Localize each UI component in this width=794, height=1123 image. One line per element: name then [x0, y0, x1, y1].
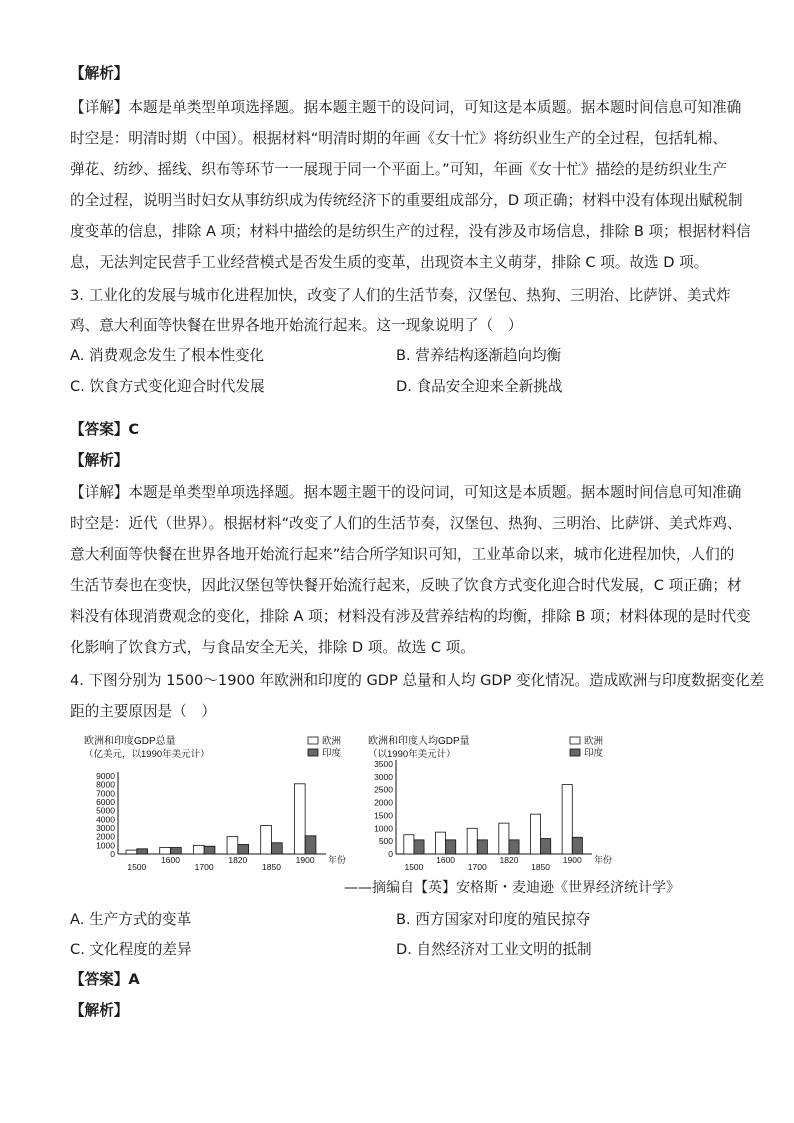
y-tick-label: 3000 [96, 823, 115, 833]
bar-europe [126, 850, 137, 854]
option-d[interactable]: D. 自然经济对工业文明的抵制 [396, 941, 592, 958]
question-stem: 4. 下图分别为 1500～1900 年欧洲和印度的 GDP 总量和人均 GDP 变化情况。造成欧洲与印度数据变化差 [70, 672, 765, 689]
answer-label: 【答案】C [70, 421, 140, 438]
y-tick-label: 2500 [374, 784, 393, 795]
legend-swatch [570, 737, 580, 744]
analysis-label: 【解析】 [70, 452, 129, 469]
detail-line: 【详解】本题是单类型单项选择题。据本题主题干的设问词，可知这是本质题。据本题时间信息可知准确 [70, 99, 742, 116]
y-tick-label: 4000 [96, 814, 115, 825]
y-tick-label: 8000 [96, 779, 115, 790]
bar-india [204, 846, 215, 854]
bar-india [271, 843, 282, 854]
bar-india [414, 840, 424, 854]
option-b[interactable]: B. 营养结构逐渐趋向均衡 [396, 347, 562, 364]
legend-label: 印度 [584, 748, 604, 759]
bar-europe [435, 832, 445, 854]
y-tick-label: 0 [388, 849, 393, 859]
y-tick-label: 5000 [96, 805, 115, 816]
x-tick-label: 1500 [404, 862, 424, 872]
detail-line: 时空是：明清时期（中国）。根据材料“明清时期的年画《女十忙》将纺织业生产的全过程，包括轧棉、 [70, 130, 727, 147]
x-tick-label: 1900 [295, 855, 315, 865]
legend-label: 印度 [322, 748, 342, 759]
option-d[interactable]: D. 食品安全迎来全新挑战 [396, 378, 563, 395]
y-tick-label: 1500 [374, 810, 393, 821]
bar-europe [562, 785, 572, 854]
question-stem: 鸡、意大利面等快餐在世界各地开始流行起来。这一现象说明了（ ） [70, 317, 523, 334]
y-tick-label: 3000 [374, 771, 393, 782]
bar-india [238, 844, 249, 854]
x-tick-label: 1850 [531, 862, 551, 872]
bar-europe [160, 848, 171, 855]
bar-europe [467, 828, 477, 854]
bar-europe [261, 825, 272, 854]
detail-line: 息，无法判定民营手工业经营模式是否发生质的变革，出现资本主义萌芽，排除 C 项。故选 D 项。 [70, 254, 709, 271]
y-tick-label: 7000 [96, 788, 115, 799]
bar-india [137, 849, 148, 854]
detail-line: 时空是：近代（世界）。根据材料“改变了人们的生活节奏，汉堡包、热狗、三明治、比萨饼、美式炸鸡、 [70, 515, 742, 532]
bar-india [572, 837, 582, 854]
detail-line: 【详解】本题是单类型单项选择题。据本题主题干的设问词，可知这是本质题。据本题时间信息可知准确 [70, 484, 742, 501]
x-tick-label: 1820 [499, 855, 519, 865]
y-tick-label: 6000 [96, 797, 115, 807]
bar-india [170, 848, 181, 855]
bar-europe [499, 823, 509, 854]
chart-title: 欧洲和印度GDP总量 [84, 736, 176, 747]
option-a[interactable]: A. 消费观念发生了根本性变化 [70, 347, 265, 364]
option-c[interactable]: C. 文化程度的差异 [70, 941, 192, 958]
x-tick-label: 1600 [436, 855, 456, 865]
option-b[interactable]: B. 西方国家对印度的殖民掠夺 [396, 911, 591, 928]
y-tick-label: 0 [110, 849, 115, 859]
bar-india [477, 840, 487, 854]
chart-title: 欧洲和印度人均GDP量 [368, 736, 470, 747]
detail-line: 度变革的信息，排除 A 项；材料中描绘的是纺织生产的过程，没有涉及市场信息，排除 B 项；根据材料信 [70, 223, 751, 240]
y-tick-label: 2000 [96, 831, 115, 842]
legend-swatch [308, 737, 318, 744]
analysis-label: 【解析】 [70, 65, 129, 82]
chart-gdp-per-capita [366, 732, 616, 872]
x-tick-label: 1600 [161, 855, 180, 865]
detail-line: 生活节奏也在变快，因此汉堡包等快餐开始流行起来，反映了饮食方式变化迎合时代发展，C 项正确；材 [70, 577, 742, 594]
legend-label: 欧洲 [584, 736, 604, 747]
bar-india [305, 836, 316, 854]
bar-europe [193, 845, 204, 854]
question-stem: 3. 工业化的发展与城市化进程加快，改变了人们的生活节奏，汉堡包、热狗、三明治、比萨饼、美式炸 [70, 287, 731, 304]
detail-line: 的全过程，说明当时妇女从事纺织成为传统经济下的重要组成部分，D 项正确；材料中没有体现出赋税制 [70, 192, 743, 209]
bar-europe [294, 784, 305, 854]
x-tick-label: 1820 [228, 855, 248, 865]
chart-subtitle: （以1990年美元计） [368, 749, 456, 760]
chart-subtitle: （亿美元，以1990年美元计） [84, 749, 210, 760]
detail-line: 意大利面等快餐在世界各地开始流行起来”结合所学知识可知，工业革命以来，城市化进程加快，人们的 [70, 546, 735, 563]
y-tick-label: 1000 [96, 840, 115, 851]
legend-swatch [570, 749, 580, 756]
bar-europe [530, 814, 540, 854]
option-a[interactable]: A. 生产方式的变革 [70, 911, 192, 928]
bar-europe [227, 837, 238, 854]
y-tick-label: 500 [378, 836, 393, 847]
y-tick-label: 3500 [374, 759, 393, 769]
y-tick-label: 2000 [374, 797, 393, 808]
y-tick-label: 1000 [374, 823, 393, 834]
x-tick-label: 1500 [127, 862, 147, 872]
x-tick-label: 1850 [262, 862, 281, 872]
legend-swatch [308, 749, 318, 756]
option-c[interactable]: C. 饮食方式变化迎合时代发展 [70, 378, 265, 395]
x-tick-label: 1700 [467, 862, 487, 872]
x-axis-label: 年份 [594, 855, 613, 865]
source-citation: ——摘编自【英】安格斯・麦迪逊《世界经济统计学》 [344, 880, 680, 896]
question-stem: 距的主要原因是（ ） [70, 703, 216, 720]
x-tick-label: 1700 [194, 862, 214, 872]
legend-label: 欧洲 [322, 736, 342, 747]
bar-europe [404, 835, 414, 854]
detail-line: 料没有体现消费观念的变化，排除 A 项；材料没有涉及营养结构的均衡，排除 B 项；材料体现的是时代变 [70, 608, 751, 625]
analysis-label: 【解析】 [70, 1002, 129, 1019]
bar-india [541, 839, 551, 854]
bar-india [509, 840, 519, 854]
x-axis-label: 年份 [328, 855, 347, 865]
bar-india [446, 840, 456, 854]
chart-gdp-total [82, 732, 362, 872]
answer-label: 【答案】A [70, 971, 140, 988]
y-tick-label: 9000 [96, 771, 115, 781]
x-tick-label: 1900 [562, 855, 582, 865]
detail-line: 弹花、纺纱、摇线、织布等环节一一展现于同一个平面上。”可知，年画《女十忙》描绘的是纺织业生产 [70, 161, 727, 178]
detail-line: 化影响了饮食方式，与食品安全无关，排除 D 项。故选 C 项。 [70, 639, 475, 656]
